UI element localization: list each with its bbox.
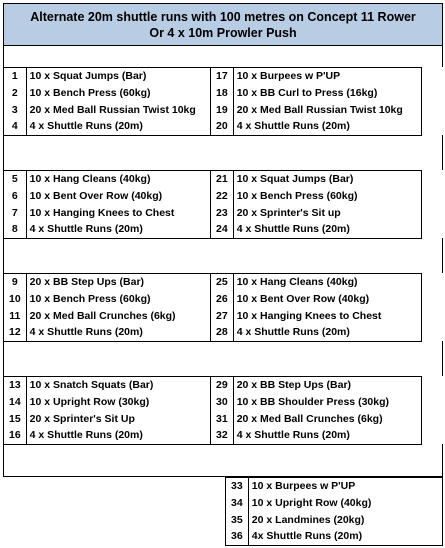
table-row	[3, 118, 443, 135]
exercise-number: 6	[4, 187, 27, 204]
exercise-text: 4 x Shuttle Runs (20m)	[29, 223, 143, 235]
exercise-text: 4 x Shuttle Runs (20m)	[29, 120, 143, 132]
exercise-number: 17	[211, 68, 234, 85]
right-cell	[211, 290, 422, 307]
left-cell	[3, 290, 211, 307]
left-cell	[3, 427, 211, 445]
exercise-number: 32	[211, 427, 234, 444]
right-cell	[225, 494, 443, 511]
table-row	[3, 101, 443, 118]
left-cell	[3, 324, 211, 342]
exercise-number: 33	[226, 478, 249, 495]
left-cell	[3, 170, 211, 188]
left-cell	[3, 393, 211, 410]
exercise-text: 10 x Burpees w P'UP	[251, 480, 356, 492]
exercise-text: 4 x Shuttle Runs (20m)	[236, 223, 350, 235]
exercise-number: 2	[4, 84, 27, 101]
exercise-number: 28	[211, 324, 234, 341]
exercise-number: 5	[4, 171, 27, 188]
exercise-number: 12	[4, 324, 27, 341]
workout-sheet	[3, 3, 443, 545]
block-spacer	[3, 238, 443, 273]
table-row	[225, 477, 442, 494]
right-cell	[225, 477, 443, 495]
exercise-text: 20 x BB Step Ups (Bar)	[236, 379, 352, 391]
exercise-text: 10 x Bench Press (60kg)	[29, 86, 151, 99]
exercise-number: 16	[4, 427, 27, 444]
exercise-number: 18	[211, 84, 234, 101]
exercise-text: 4 x Shuttle Runs (20m)	[236, 326, 350, 338]
exercise-text: 20 x Med Ball Russian Twist 10kg	[29, 103, 196, 116]
left-cell	[3, 307, 211, 324]
block-spacer	[3, 46, 443, 67]
exercise-text: 10 x BB Shoulder Press (30kg)	[236, 395, 389, 408]
left-cell	[3, 376, 211, 394]
right-cell	[211, 187, 422, 204]
exercise-blocks	[3, 46, 443, 545]
right-cell	[211, 324, 422, 342]
left-cell	[3, 221, 211, 239]
table-row	[3, 204, 443, 221]
exercise-text: 10 x Hanging Knees to Chest	[29, 206, 175, 219]
table-row	[3, 410, 443, 427]
exercise-number: 31	[211, 410, 234, 427]
block-spacer	[3, 341, 443, 376]
table-row	[3, 273, 443, 290]
exercise-number: 19	[211, 101, 234, 118]
exercise-number: 14	[4, 393, 27, 410]
table-row	[3, 187, 443, 204]
exercise-number: 35	[226, 511, 249, 528]
exercise-text: 20 x BB Step Ups (Bar)	[29, 276, 145, 288]
right-cell	[211, 376, 422, 394]
title-banner	[3, 3, 443, 46]
exercise-number: 29	[211, 377, 234, 394]
exercise-text: 4 x Shuttle Runs (20m)	[236, 120, 350, 132]
left-cell	[3, 410, 211, 427]
table-row	[3, 221, 443, 238]
exercise-text: 10 x Hang Cleans (40kg)	[236, 276, 358, 288]
exercise-number: 11	[4, 307, 27, 324]
table-row	[225, 494, 442, 511]
table-row	[3, 324, 443, 341]
title-line-2: Or 4 x 10m Prowler Push	[149, 25, 297, 40]
exercise-text: 10 x Squat Jumps (Bar)	[29, 70, 147, 82]
exercise-text: 4 x Shuttle Runs (20m)	[236, 429, 350, 441]
left-cell	[3, 187, 211, 204]
right-cell	[211, 427, 422, 445]
table-row	[3, 393, 443, 410]
exercise-text: 10 x BB Curl to Press (16kg)	[236, 86, 378, 99]
exercise-number: 4	[4, 118, 27, 135]
exercise-number: 1	[4, 68, 27, 85]
right-cell	[211, 118, 422, 136]
exercise-text: 20 x Med Ball Crunches (6kg)	[236, 412, 383, 425]
exercise-number: 26	[211, 290, 234, 307]
right-cell	[211, 204, 422, 221]
exercise-number: 13	[4, 377, 27, 394]
left-cell	[3, 118, 211, 136]
right-cell	[211, 273, 422, 291]
exercise-number: 36	[226, 528, 249, 545]
exercise-number: 9	[4, 274, 27, 291]
title-line-1: Alternate 20m shuttle runs with 100 metres on Concept 11 Rower	[30, 9, 416, 24]
block-spacer	[3, 444, 443, 477]
right-cell	[211, 393, 422, 410]
exercise-number: 23	[211, 204, 234, 221]
table-row	[3, 84, 443, 101]
exercise-text: 4 x Shuttle Runs (20m)	[29, 326, 143, 338]
exercise-number: 8	[4, 221, 27, 238]
right-cell	[211, 67, 422, 85]
table-row	[3, 307, 443, 324]
exercise-text: 10 x Squat Jumps (Bar)	[236, 173, 354, 185]
exercise-number: 21	[211, 171, 234, 188]
exercise-text: 10 x Burpees w P'UP	[236, 70, 341, 82]
left-cell	[3, 101, 211, 118]
exercise-number: 27	[211, 307, 234, 324]
table-row	[225, 528, 442, 545]
exercise-text: 20 x Med Ball Crunches (6kg)	[29, 309, 176, 322]
exercise-number: 25	[211, 274, 234, 291]
right-cell	[211, 410, 422, 427]
exercise-text: 20 x Sprinter's Sit up	[236, 206, 341, 219]
right-cell	[211, 307, 422, 324]
exercise-text: 10 x Hanging Knees to Chest	[236, 309, 382, 322]
table-row	[3, 170, 443, 187]
right-cell	[225, 511, 443, 528]
exercise-number: 10	[4, 290, 27, 307]
exercise-text: 10 x Bent Over Row (40kg)	[29, 189, 163, 202]
table-row	[3, 67, 443, 84]
exercise-text: 4 x Shuttle Runs (20m)	[29, 429, 143, 441]
right-cell	[211, 84, 422, 101]
left-cell	[3, 204, 211, 221]
exercise-text: 4x Shuttle Runs (20m)	[251, 530, 363, 542]
right-cell	[211, 101, 422, 118]
table-row	[3, 376, 443, 393]
final-block	[225, 477, 442, 545]
left-cell	[3, 67, 211, 85]
table-row	[225, 511, 442, 528]
left-cell	[3, 84, 211, 101]
exercise-text: 20 x Med Ball Russian Twist 10kg	[236, 103, 403, 116]
exercise-number: 30	[211, 393, 234, 410]
exercise-number: 20	[211, 118, 234, 135]
exercise-text: 20 x Sprinter's Sit Up	[29, 412, 135, 425]
exercise-text: 10 x Bench Press (60kg)	[29, 292, 151, 305]
exercise-text: 10 x Upright Row (40kg)	[251, 496, 372, 509]
exercise-number: 15	[4, 410, 27, 427]
right-cell	[225, 528, 443, 546]
right-cell	[211, 221, 422, 239]
exercise-text: 10 x Bent Over Row (40kg)	[236, 292, 370, 305]
block-spacer	[3, 135, 443, 170]
exercise-text: 10 x Hang Cleans (40kg)	[29, 173, 151, 185]
table-row	[3, 427, 443, 444]
left-cell	[3, 273, 211, 291]
exercise-text: 10 x Bench Press (60kg)	[236, 189, 358, 202]
exercise-text: 10 x Snatch Squats (Bar)	[29, 379, 154, 391]
exercise-number: 24	[211, 221, 234, 238]
exercise-text: 10 x Upright Row (30kg)	[29, 395, 150, 408]
exercise-number: 34	[226, 494, 249, 511]
exercise-number: 3	[4, 101, 27, 118]
table-row	[3, 290, 443, 307]
exercise-number: 22	[211, 187, 234, 204]
right-cell	[211, 170, 422, 188]
exercise-number: 7	[4, 204, 27, 221]
exercise-text: 20 x Landmines (20kg)	[251, 513, 365, 526]
